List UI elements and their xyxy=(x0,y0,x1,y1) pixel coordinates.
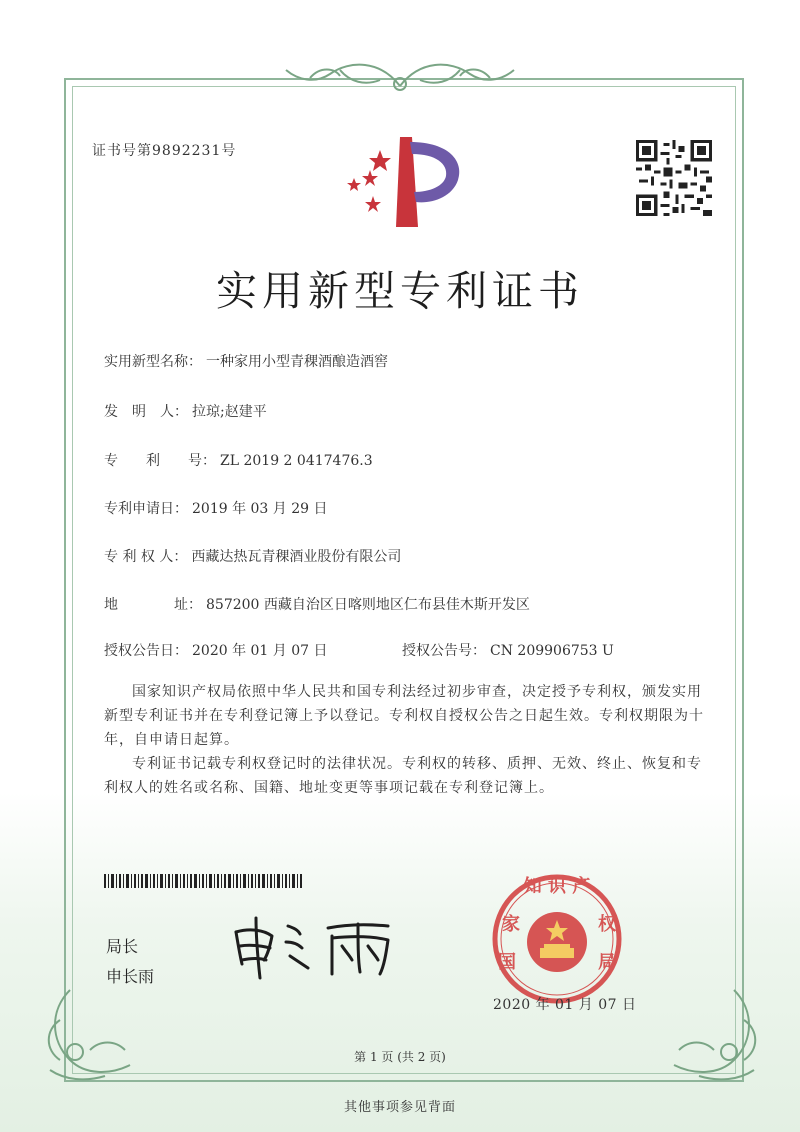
field-value: 西藏达热瓦青稞酒业股份有限公司 xyxy=(191,549,402,565)
legal-paragraph-1: 国家知识产权局依照中华人民共和国专利法经过初步审查，决定授予专利权，颁发实用新型专利证书并在专利登记簿上予以登记。专利权自授权公告之日起生效。专利权期限为十年，自申请日起算。 xyxy=(104,684,704,748)
field-value: 拉琼;赵建平 xyxy=(192,404,267,420)
field-label: 地 址： xyxy=(104,597,202,613)
field-label: 授权公告日： xyxy=(104,643,188,659)
svg-text:国: 国 xyxy=(498,952,516,973)
cnipa-seal-icon xyxy=(472,864,642,1004)
field-value: 2019 年 03 月 29 日 xyxy=(192,501,328,517)
field-utility-model-name xyxy=(104,351,388,371)
field-address xyxy=(104,594,530,614)
bottom-right-ornament-icon xyxy=(664,980,774,1090)
top-ornament-icon xyxy=(280,56,520,98)
director-title: 局长 xyxy=(106,937,139,956)
footer-note: 其他事项参见背面 xyxy=(343,1100,456,1115)
field-label: 发 明 人： xyxy=(104,404,188,420)
svg-text:权: 权 xyxy=(598,914,616,935)
field-value: CN 209906753 U xyxy=(490,643,614,659)
field-value: 857200 西藏自治区日喀则地区仁布县佳木斯开发区 xyxy=(206,597,530,613)
field-value: ZL 2019 2 0417476.3 xyxy=(220,453,373,469)
field-value: 2020 年 01 月 07 日 xyxy=(192,643,328,659)
svg-text:知 识 产: 知 识 产 xyxy=(523,876,591,897)
director-name: 申长雨 xyxy=(106,967,155,986)
field-label: 实用新型名称： xyxy=(104,354,202,370)
field-label: 专 利 号： xyxy=(104,453,216,469)
field-grant-date xyxy=(104,640,328,660)
director-signature-icon xyxy=(228,912,418,982)
cnipa-logo-icon xyxy=(340,132,470,232)
page-number: 第 1 页 (共 2 页) xyxy=(354,1050,446,1064)
bottom-left-ornament-icon xyxy=(30,980,140,1090)
field-application-date xyxy=(104,498,328,518)
barcode-icon xyxy=(104,874,304,888)
field-grant-announcement-number xyxy=(402,640,614,660)
svg-text:局: 局 xyxy=(598,952,616,973)
field-value: 一种家用小型青稞酒酿造酒窖 xyxy=(206,354,388,370)
legal-paragraph-2: 专利证书记载专利权登记时的法律状况。专利权的转移、质押、无效、终止、恢复和专利权人的姓名或名称、国籍、地址变更等事项记载在专利登记簿上。 xyxy=(104,756,702,796)
field-patent-number xyxy=(104,450,373,470)
qr-code-icon xyxy=(636,140,712,216)
seal-date: 2020 年 01 月 07 日 xyxy=(493,997,637,1013)
field-patentee xyxy=(104,546,401,566)
field-label: 授权公告号： xyxy=(402,643,486,659)
svg-text:家: 家 xyxy=(502,914,520,935)
field-label: 专利申请日： xyxy=(104,501,188,517)
certificate-title: 实用新型专利证书 xyxy=(216,267,584,315)
field-label: 专 利 权 人： xyxy=(104,549,188,565)
field-inventor xyxy=(104,401,267,421)
certificate-number: 证书号第9892231号 xyxy=(92,143,237,159)
